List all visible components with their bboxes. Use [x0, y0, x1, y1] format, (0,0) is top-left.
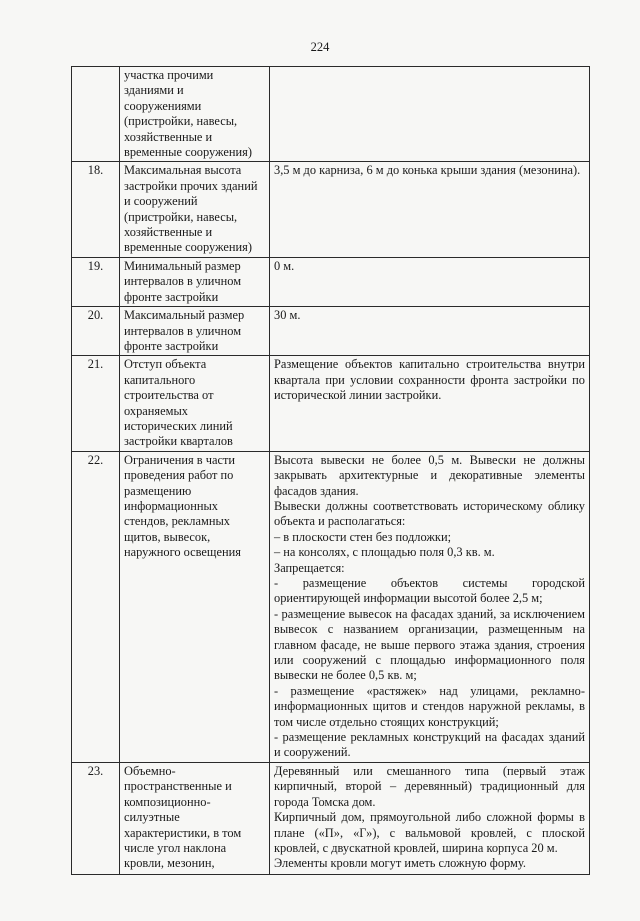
table-row — [72, 307, 590, 356]
parameter-value-paragraph: - размещение «растяжек» над улицами, рекламно-информационных щитов и стендов наружной рекламы, в том числе отдельно стоящих конструкций; — [274, 683, 585, 729]
parameter-value — [270, 356, 590, 451]
parameter-name-line: (пристройки, навесы, — [124, 114, 238, 129]
parameter-value-paragraph: – на консолях, с площадью поля 0,3 кв. м. — [274, 545, 495, 560]
parameter-name-line: зданиями и — [124, 83, 184, 98]
parameter-value-paragraph: 0 м. — [274, 258, 295, 273]
parameter-name-line: застройки кварталов — [124, 434, 233, 449]
parameter-name-line: Максимальная высота — [124, 163, 242, 178]
parameter-name-line: Максимальный размер — [124, 308, 245, 323]
parameter-name — [120, 257, 270, 306]
parameter-name-line: охраняемых — [124, 403, 188, 418]
parameter-name-line: Минимальный размер — [124, 258, 241, 273]
table-row — [72, 67, 590, 162]
parameter-name-line: силуэтные — [124, 810, 180, 825]
table-row — [72, 257, 590, 306]
row-number: 20. — [72, 307, 120, 356]
parameter-name — [120, 451, 270, 762]
parameter-name-line: капитального — [124, 372, 196, 387]
parameter-name-line: интервалов в уличном — [124, 323, 242, 338]
row-number: 23. — [72, 762, 120, 874]
parameter-name-line: числе угол наклона — [124, 840, 227, 855]
parameter-value-paragraph: Запрещается: — [274, 560, 345, 575]
table-body — [72, 67, 590, 875]
table-row — [72, 162, 590, 257]
page-number: 224 — [310, 40, 330, 54]
parameter-name-line: фронте застройки — [124, 338, 219, 353]
parameter-value — [270, 307, 590, 356]
parameter-name-line: интервалов в уличном — [124, 274, 242, 289]
row-number: 22. — [72, 451, 120, 762]
parameter-name-line: и сооружений — [124, 194, 198, 209]
parameter-value-paragraph: - размещение вывесок на фасадах зданий, за исключением вывесок с названием организации, размещенным на главном фасаде, не выше первого этажа здания, строения или сооружений с площадью информационного поля вывески не более 0,5 кв. м; — [274, 606, 585, 683]
parameter-value-paragraph: Вывески должны соответствовать историческому облику объекта и располагаться: — [274, 498, 585, 529]
parameter-name-line: хозяйственные и — [124, 225, 213, 240]
parameter-value-paragraph: - размещение объектов системы городской ориентирующей информации высотой более 2,5 м; — [274, 576, 585, 606]
parameter-name-line: участка прочими — [124, 68, 214, 82]
parameter-name-line: хозяйственные и — [124, 129, 213, 144]
parameter-name-line: строительства от — [124, 388, 214, 403]
parameter-value — [270, 762, 590, 874]
table-row — [72, 356, 590, 451]
parameter-name-line: сооружениями — [124, 98, 202, 113]
parameter-value-paragraph: – в плоскости стен без подложки; — [274, 529, 452, 544]
parameter-name-line: Объемно- — [124, 763, 176, 778]
parameter-name — [120, 307, 270, 356]
row-number: 19. — [72, 257, 120, 306]
parameter-name-line: композиционно- — [124, 794, 211, 809]
row-number — [72, 67, 120, 162]
row-number: 18. — [72, 162, 120, 257]
parameter-value — [270, 162, 590, 257]
parameter-value-paragraph: Кирпичный дом, прямоугольной либо сложной формы в плане («П», «Г»), с вальмовой кровлей, с плоской кровлей, с двускатной кровлей, ширина корпуса 20 м. — [274, 810, 585, 855]
parameter-name-line: характеристики, в том — [124, 825, 242, 840]
parameter-value-paragraph: 30 м. — [274, 308, 301, 323]
parameter-name — [120, 762, 270, 874]
parameter-name-line: Отступ объекта — [124, 357, 207, 372]
parameter-name-line: щитов, вывесок, — [124, 529, 211, 544]
parameter-name — [120, 67, 270, 162]
parameter-name-line: исторических линий — [124, 418, 233, 433]
parameter-name — [120, 356, 270, 451]
parameter-value-paragraph: - размещение рекламных конструкций на фасадах зданий и сооружений. — [274, 730, 585, 760]
parameter-name-line: стендов, рекламных — [124, 514, 230, 529]
row-number: 21. — [72, 356, 120, 451]
table-row — [72, 451, 590, 762]
parameter-value-paragraph: Деревянный или смешанного типа (первый этаж кирпичный, второй – деревянный) традиционный для города Томска дом. — [274, 763, 585, 809]
table-row — [72, 762, 590, 874]
parameter-name-line: наружного освещения — [124, 545, 241, 560]
parameter-name-line: информационных — [124, 498, 218, 513]
parameter-name-line: фронте застройки — [124, 289, 219, 304]
parameter-value-paragraph: Размещение объектов капитально строительства внутри квартала при условии сохранности фронта застройки по исторической линии застройки. — [274, 357, 585, 403]
parameter-name-line: застройки прочих зданий — [124, 178, 258, 193]
parameter-name-line: Ограничения в части — [124, 452, 236, 467]
parameter-name-line: временные сооружения) — [124, 145, 253, 160]
parameter-value — [270, 451, 590, 762]
parameter-name-line: временные сооружения) — [124, 240, 253, 255]
parameter-value — [270, 257, 590, 306]
regulations-table — [71, 66, 590, 875]
parameter-value-paragraph: Высота вывески не более 0,5 м. Вывески не должны закрывать архитектурные и декоративные элементы фасадов здания. — [274, 452, 585, 498]
parameter-name-line: пространственные и — [124, 779, 232, 794]
parameter-name-line: кровли, мезонин, — [124, 856, 215, 871]
parameter-name — [120, 162, 270, 257]
parameter-value-paragraph: 3,5 м до карниза, 6 м до конька крыши здания (мезонина). — [274, 163, 581, 178]
parameter-name-line: размещению — [124, 483, 192, 498]
parameter-value-paragraph: Элементы кровли могут иметь сложную форму. — [274, 856, 526, 871]
parameter-name-line: (пристройки, навесы, — [124, 209, 238, 224]
parameter-value — [270, 67, 590, 162]
parameter-name-line: проведения работ по — [124, 468, 234, 483]
